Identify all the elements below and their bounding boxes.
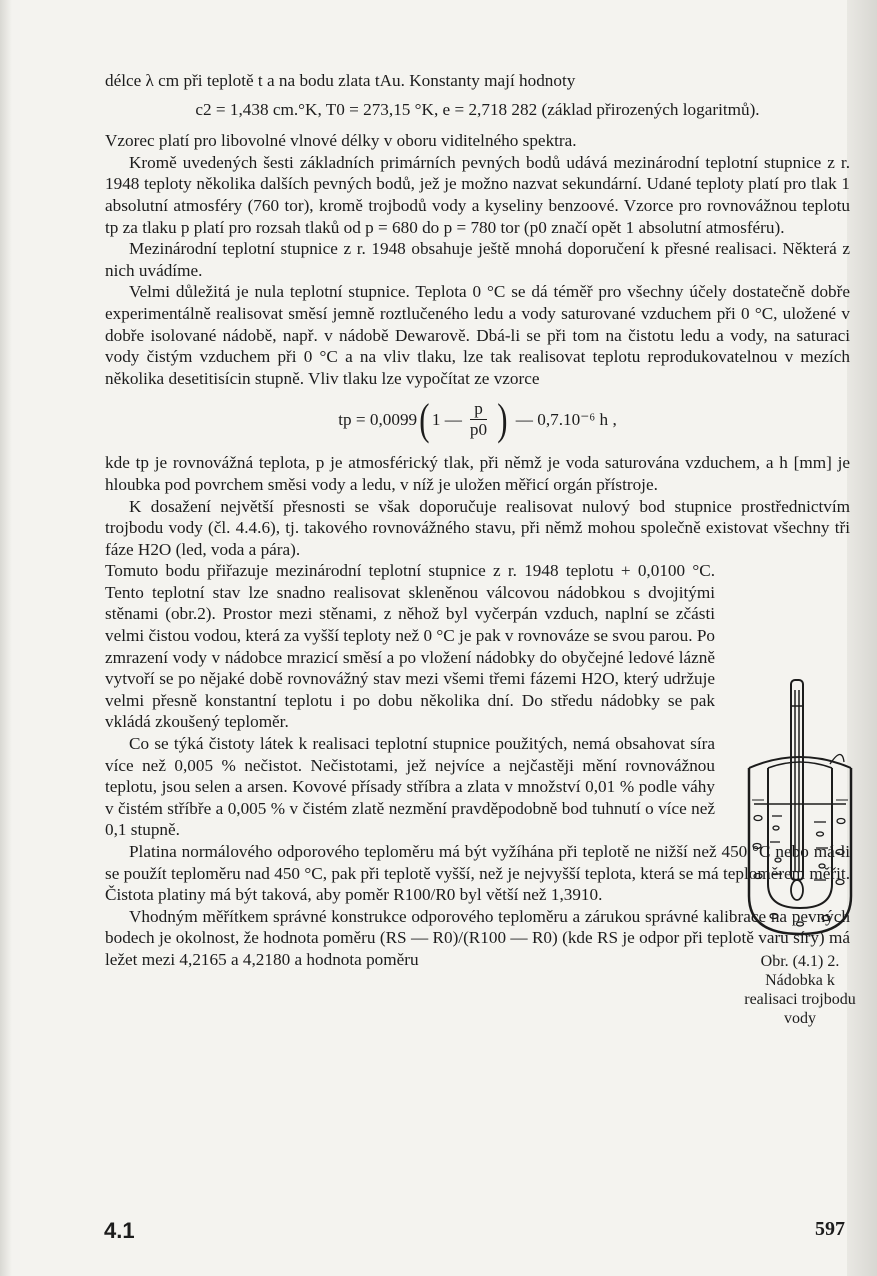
page-edge-left: [0, 0, 12, 1276]
formula-lhs: tp = 0,0099: [338, 410, 418, 430]
paragraph-sulfur-purity: Co se týká čistoty látek k realisaci teplotní stupnice použitých, nemá obsahovat síra více než 0,005 % nečistot. Nečistotami, jež nejvíce a nejčastěji mění rovnovážnou teplotu, jsou selen a arsen. Kovové přísady stříbra a zlata v množství 0,01 % podle váhy v čistém stříbře a 0,005 % v čistém zlatě nezmění pravděpodobně bod tuhnutí o více než 0,1 stupně.: [105, 734, 715, 840]
formula-close-paren: ): [497, 394, 508, 444]
triple-point-vessel-figure: [744, 676, 856, 946]
pressure-formula: [105, 394, 850, 444]
formula-open-paren: (: [419, 394, 430, 444]
paragraph-formula-explanation: kde tp je rovnovážná teplota, p je atmosférický tlak, při němž je voda saturována vzduchem, a h [mm] je hloubka pod povrchem směsi vody a ledu, v níž je uložen měřicí orgán přístroje.: [105, 453, 850, 494]
constants-formula: c2 = 1,438 cm.°K, T0 = 273,15 °K, e = 2,718 282 (základ přirozených logaritmů).: [195, 99, 760, 119]
page-number: 597: [815, 1218, 845, 1240]
paragraph-platinum: Platina normálového odporového teploměru má být vyžíhána při teplotě ne nižší než 450 °C nebo má-li se použít teploměru nad 450 °C, pak při teplotě vyšší, než je nejvyšší teplota, která se má teploměrem měřit. Čistota platiny má být taková, aby poměr R100/R0 byl větší než 1,3910.: [105, 842, 850, 905]
paragraph-intro: délce λ cm při teplotě t a na bodu zlata tAu. Konstanty mají hodnoty: [105, 71, 576, 90]
page-edge-right: [847, 0, 877, 1276]
paragraph-zero-point: Velmi důležitá je nula teplotní stupnice. Teplota 0 °C se dá téměř pro všechny účely dostatečně dobře experimentálně realisovat směsí jemně roztlučeného ledu a vody saturované vzduchem při 0 °C, uložené v dobře isolované nádobě, např. v nádobě Dewarově. Dbá-li se při tom na čistotu ledu a vody, na saturaci vody čistým vzduchem při 0 °C a na vliv tlaku, lze tak realisovat teplotu reprodukovatelnou v mezích několika desetitisícin stupně. Vliv tlaku lze vypočítat ze vzorce: [105, 282, 850, 388]
formula-rhs: — 0,7.10⁻⁶ h ,: [515, 410, 617, 430]
body-text: [105, 70, 850, 971]
formula-denominator: p0: [469, 420, 488, 440]
paragraph-calibration: Vhodným měřítkem správné konstrukce odporového teploměru a zárukou správné kalibrace na pevných bodech je okolnost, že hodnota poměru (RS — R0)/(R100 — R0) (kde RS je odpor při teplotě varu síry) má ležet mezi 4,2165 a 4,2180 a hodnota poměru: [105, 906, 850, 969]
paragraph-recommendations: Mezinárodní teplotní stupnice z r. 1948 obsahuje ještě mnohá doporučení k přesné realisaci. Některá z nich uvádíme.: [105, 239, 850, 280]
paragraph-triple-point-vessel: Tomuto bodu přiřazuje mezinárodní teplotní stupnice z r. 1948 teplotu + 0,0100 °C. Tento teplotní stav lze snadno realisovat skleněnou válcovou nádobkou s dvojitými stěnami (obr.2). Prostor mezi stěnami, z něhož byl vyčerpán vzduch, naplní se zčásti velmi čistou vodou, která za vyšší teploty než 0 °C je pak v rovnováze se svou parou. Po zmrazení vody v nádobce mrazicí směsí a po vložení nádobky do obyčejné ledové lázně vytvoří se po nějaké době rovnovážný stav mezi všemi třemi fázemi H2O, který udržuje velmi přesně konstantní teplotu i po dobu několika dní. Do středu nádobky se pak vkládá zkoušený teploměr.: [105, 561, 715, 732]
formula-one-minus: 1 —: [431, 410, 462, 430]
formula-numerator: p: [470, 399, 487, 420]
figure-caption: Obr. (4.1) 2. Nádobka k realisaci trojbodu vody: [744, 953, 856, 1027]
paragraph-spectrum: Vzorec platí pro libovolné vlnové délky v oboru viditelného spektra.: [105, 131, 577, 151]
formula-fraction: [466, 399, 491, 440]
paragraph-secondary-points: Kromě uvedených šesti základních primárních pevných bodů udává mezinárodní teplotní stupnice z r. 1948 teploty několika dalších pevných bodů, jež je možno nazvat sekundární. Udané teploty platí pro tlak 1 absolutní atmosféry (760 tor), kromě trojbodů vody a kyseliny benzoové. Vzorce pro rovnovážnou teplotu tp za tlaku p platí pro rozsah tlaků od p = 680 do p = 780 tor (p0 značí opět 1 absolutní atmosféru).: [105, 152, 850, 237]
section-number: 4.1: [104, 1218, 135, 1243]
paragraph-triple-point: K dosažení největší přesnosti se však doporučuje realisovat nulový bod stupnice prostřednictvím trojbodu vody (čl. 4.4.6), tj. takového rovnovážného stavu, při němž mohou společně existovat všechny tři fáze H2O (led, voda a pára).: [105, 496, 850, 559]
